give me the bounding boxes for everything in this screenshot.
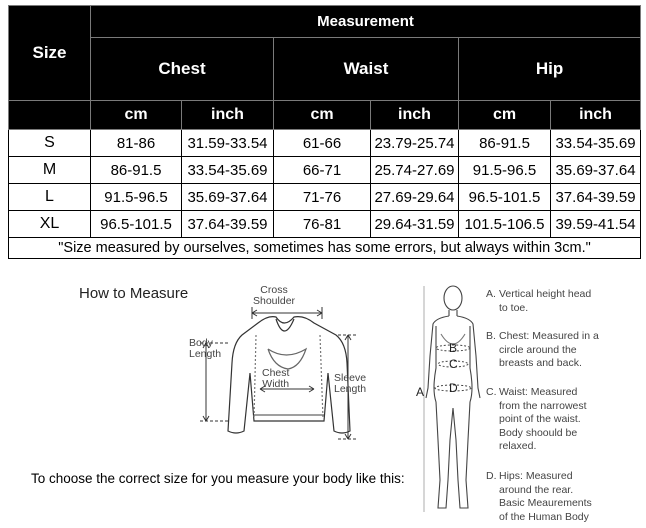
table-cell: 76-81	[274, 211, 371, 238]
unit-header: inch	[182, 101, 274, 130]
legend-item-b: B. Chest: Measured in a circle around the breasts and back.	[486, 330, 599, 369]
table-cell: 61-66	[274, 130, 371, 157]
unit-header: cm	[91, 101, 182, 130]
table-cell: 91.5-96.5	[91, 184, 182, 211]
table-row	[9, 184, 641, 211]
size-header: Size	[9, 6, 91, 101]
size-cell: L	[9, 184, 91, 211]
table-cell: 35.69-37.64	[182, 184, 274, 211]
table-cell: 66-71	[274, 157, 371, 184]
table-cell: 35.69-37.64	[551, 157, 641, 184]
size-cell: XL	[9, 211, 91, 238]
table-cell: 27.69-29.64	[371, 184, 459, 211]
chest-width-label: Chest Width	[262, 367, 290, 390]
table-cell: 96.5-101.5	[459, 184, 551, 211]
figure-letter-a: A	[416, 385, 425, 399]
hip-header: Hip	[459, 38, 641, 101]
table-cell: 25.74-27.69	[371, 157, 459, 184]
unit-header: inch	[551, 101, 641, 130]
figure-letter-c: C	[449, 357, 458, 371]
table-cell: 37.64-39.59	[551, 184, 641, 211]
table-note: "Size measured by ourselves, sometimes has some errors, but always within 3cm."	[9, 238, 641, 259]
instruction-text: To choose the correct size for you measure your body like this:	[31, 471, 405, 486]
table-row	[9, 130, 641, 157]
unit-header: inch	[371, 101, 459, 130]
table-cell: 101.5-106.5	[459, 211, 551, 238]
table-cell: 71-76	[274, 184, 371, 211]
waist-header: Waist	[274, 38, 459, 101]
table-cell: 37.64-39.59	[182, 211, 274, 238]
legend-item-a: A. Vertical height head to toe.	[486, 288, 592, 314]
body-length-label: Body Length	[189, 337, 222, 360]
size-chart-table	[8, 5, 641, 259]
legend-item-c: C. Waist: Measured from the narrowest point of the waist. Body shoould be relaxed.	[486, 386, 587, 452]
figure-letter-d: D	[449, 381, 458, 395]
table-cell: 86-91.5	[91, 157, 182, 184]
table-cell: 39.59-41.54	[551, 211, 641, 238]
human-body-figure-icon	[416, 280, 482, 520]
table-cell: 86-91.5	[459, 130, 551, 157]
table-cell: 33.54-35.69	[551, 130, 641, 157]
chest-header: Chest	[91, 38, 274, 101]
table-cell: 31.59-33.54	[182, 130, 274, 157]
size-cell: S	[9, 130, 91, 157]
table-cell: 96.5-101.5	[91, 211, 182, 238]
legend-item-d: D. Hips: Measured around the rear. Basic Meaurements of the Human Body	[486, 470, 592, 523]
how-to-measure-title: How to Measure	[79, 285, 189, 302]
table-cell: 23.79-25.74	[371, 130, 459, 157]
size-cell: M	[9, 157, 91, 184]
table-cell: 33.54-35.69	[182, 157, 274, 184]
table-cell: 91.5-96.5	[459, 157, 551, 184]
unit-spacer	[9, 101, 91, 130]
table-row	[9, 157, 641, 184]
sleeve-length-label: Sleeve Length	[334, 372, 367, 395]
unit-header: cm	[459, 101, 551, 130]
table-row	[9, 211, 641, 238]
measurement-header: Measurement	[91, 6, 641, 38]
cross-shoulder-label: Cross Shoulder	[253, 284, 296, 307]
table-cell: 29.64-31.59	[371, 211, 459, 238]
table-cell: 81-86	[91, 130, 182, 157]
figure-letter-b: B	[449, 341, 458, 355]
sweater-diagram	[190, 283, 390, 443]
unit-header: cm	[274, 101, 371, 130]
